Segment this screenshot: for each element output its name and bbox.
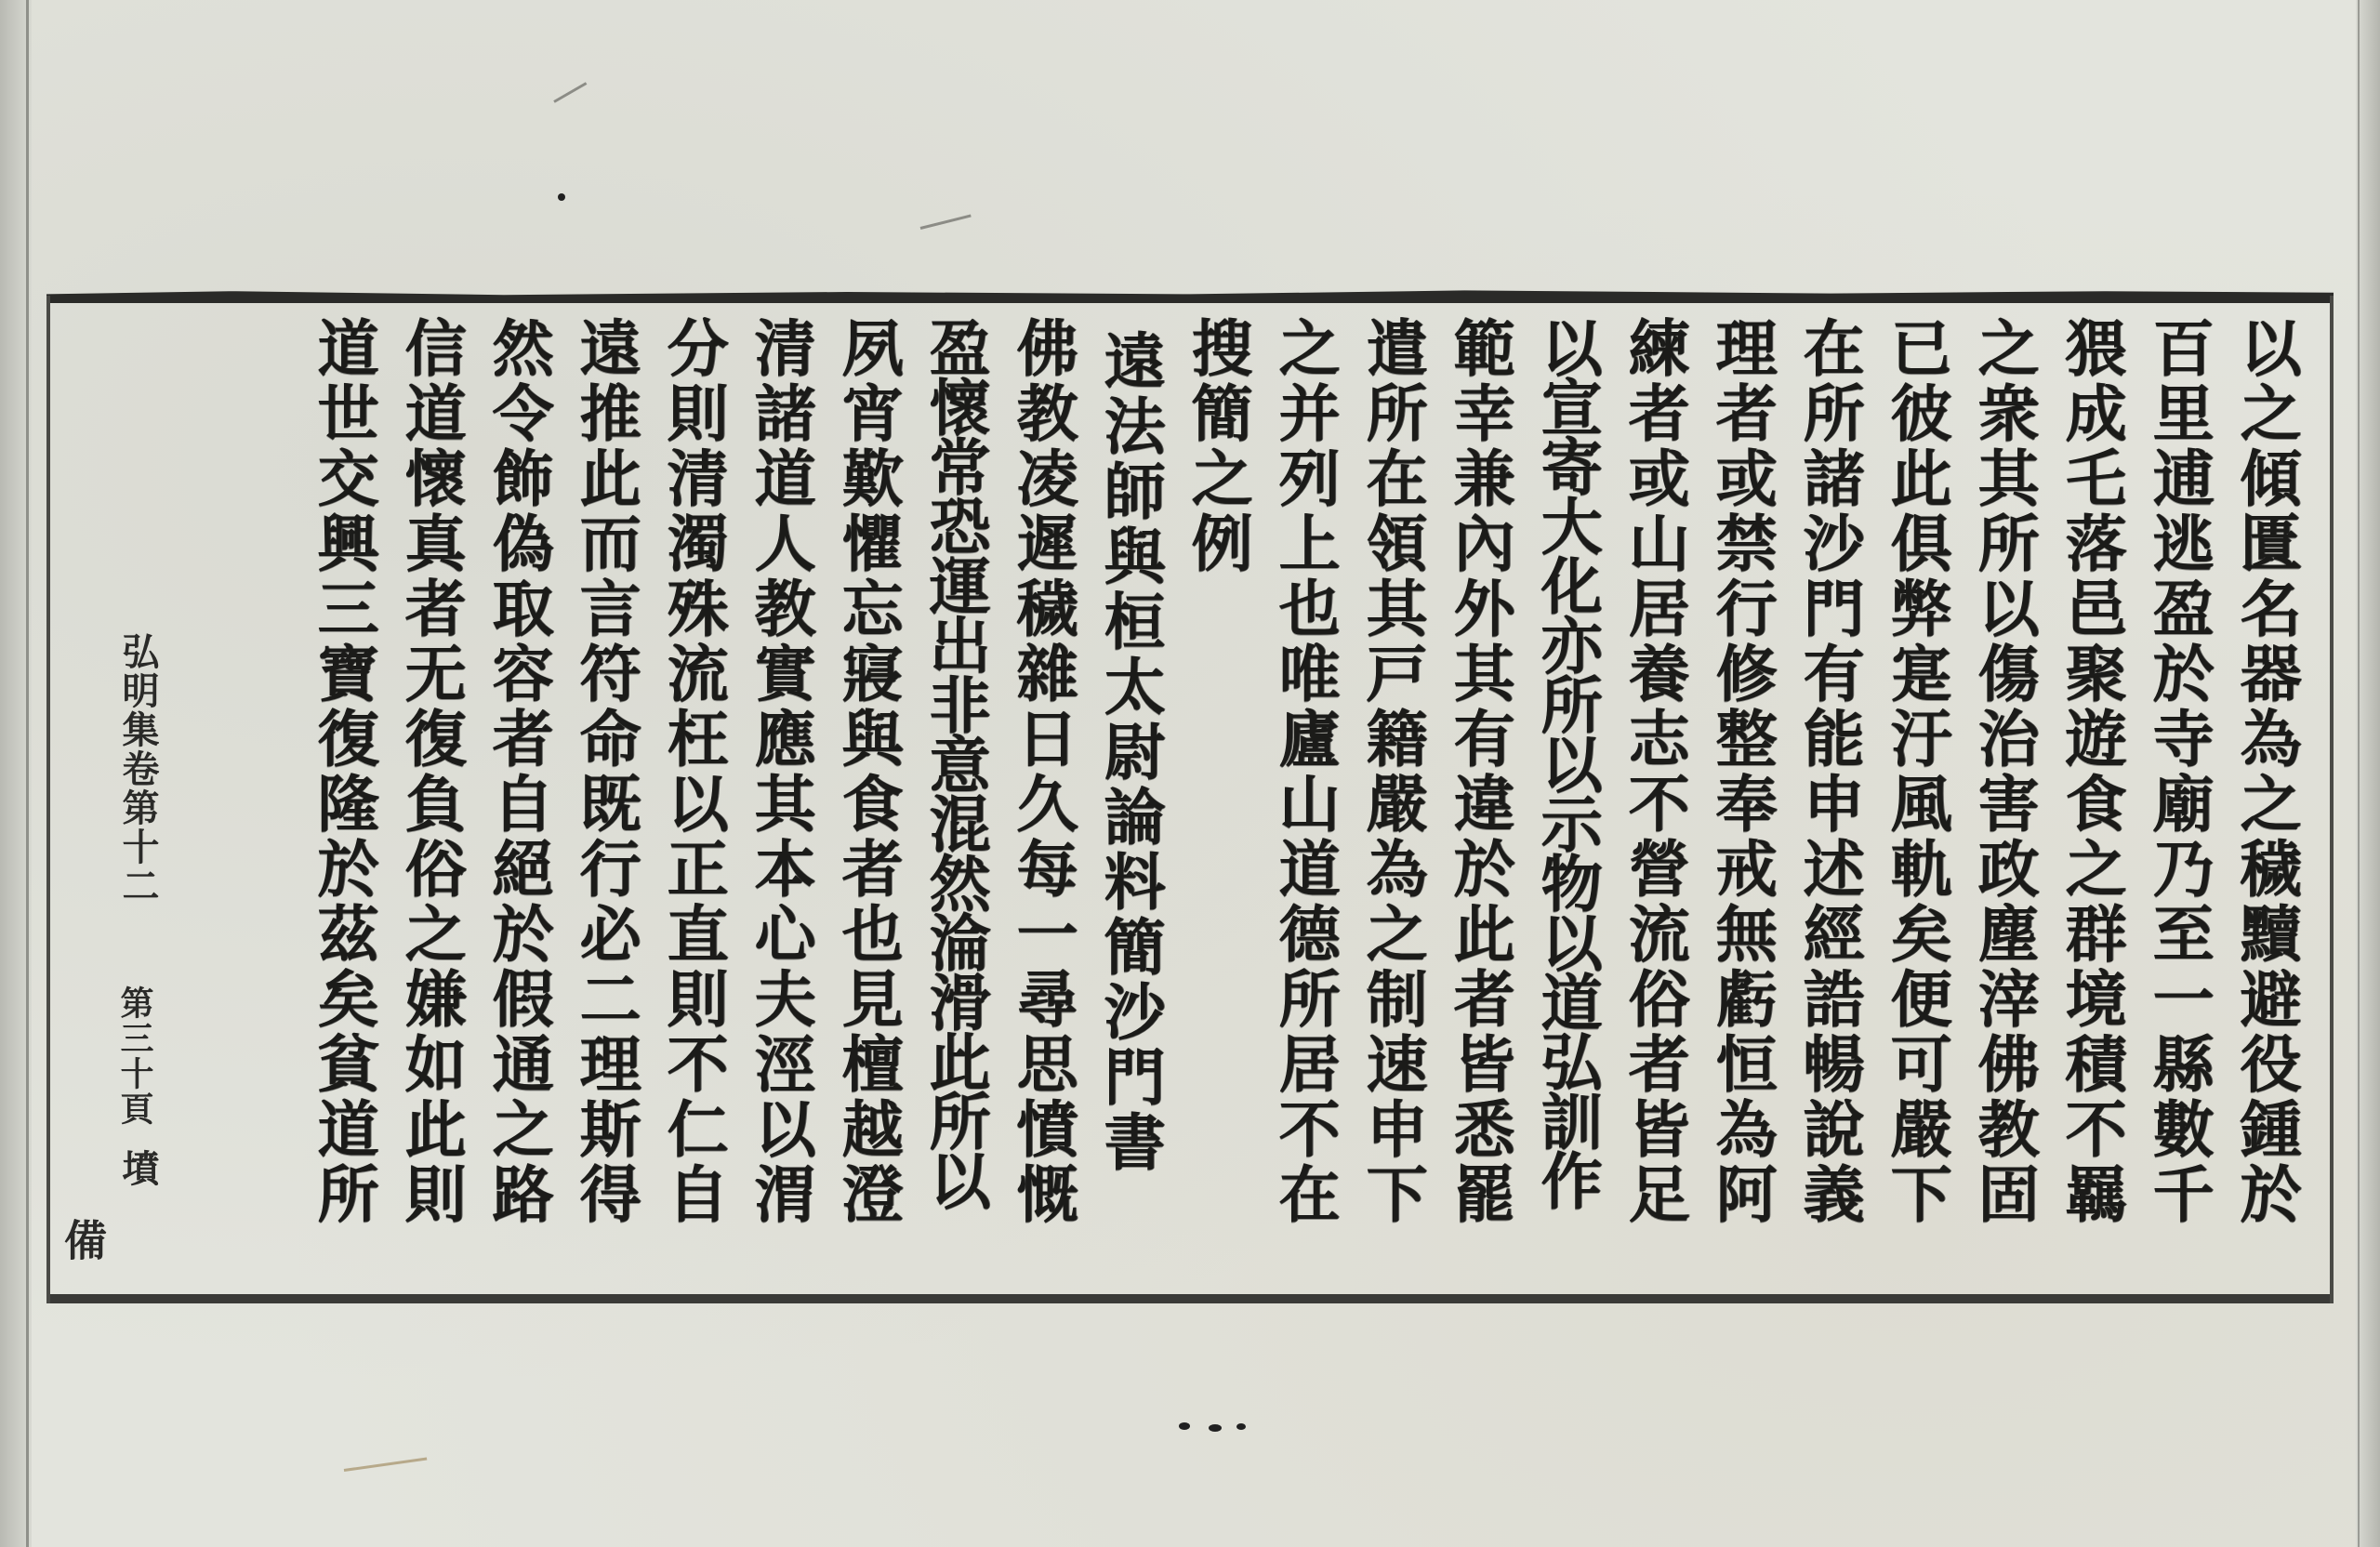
text-column: 猥成乇落邑聚遊食之群境積不羈	[2055, 316, 2127, 1227]
text-column: 之并列上也唯廬山道德所居不在	[1268, 316, 1341, 1227]
text-column: 以宣寄大化亦所以示物以道弘訓作	[1530, 316, 1603, 1209]
margin-mark: 墳	[116, 1149, 160, 1188]
text-column: 練者或山居養志不營流俗者皆足	[1618, 316, 1690, 1227]
ink-spot	[1236, 1423, 1246, 1430]
text-column: 在所諸沙門有能申述經誥暢說義	[1792, 316, 1865, 1227]
text-column: 清諸道人教實應其本心夫涇以渭	[744, 316, 816, 1227]
ink-spot	[1209, 1424, 1222, 1432]
text-column: 遠推此而言符命既行必二理斯得	[569, 316, 641, 1227]
paper-scratch	[344, 1457, 428, 1471]
ink-spot	[1179, 1422, 1190, 1430]
text-column: 分則清濁殊流枉以正直則不仁自	[656, 316, 729, 1227]
text-column: 以之傾匱名器為之穢黷避役鍾於	[2229, 316, 2302, 1227]
text-column: 之衆其所以傷治害政塵滓佛教固	[1967, 316, 2040, 1227]
right-border-rule	[2330, 296, 2334, 1303]
section-heading-column: 遠法師與桓太尉論料簡沙門書	[1093, 329, 1166, 1175]
right-edge-line	[2358, 0, 2360, 1547]
text-column: 理者或禁行修整奉戒無虧恒為阿	[1705, 316, 1778, 1227]
left-border-rule	[46, 296, 50, 1303]
paper-scratch	[920, 214, 972, 229]
top-border-rule	[46, 288, 2334, 303]
margin-mark: 備	[58, 1218, 108, 1263]
text-column: 佛教凌遲穢雜日久每一尋思憤慨	[1006, 316, 1078, 1227]
main-text-block	[167, 316, 2306, 1302]
text-column: 已彼此俱弊寔汙風軌矣便可嚴下	[1880, 316, 1952, 1227]
text-column: 信道懷真者无復負俗之嫌如此則	[394, 316, 467, 1227]
text-column: 百里逋逃盈於寺廟乃至一縣數千	[2142, 316, 2215, 1227]
text-column: 然令飾偽取容者自絕於假通之路	[482, 316, 554, 1227]
margin-book-title: 弘明集卷第十二	[116, 632, 160, 906]
text-column: 夙宵歎懼忘寢與食者也見檀越澄	[831, 316, 904, 1227]
text-column: 搜簡之例	[1181, 316, 1253, 576]
text-column: 遣所在領其戸籍嚴為之制速申下	[1355, 316, 1428, 1227]
text-column: 盈懷常恐運出非意混然淪滑此所以	[919, 316, 991, 1209]
text-column: 範幸兼內外其有違於此者皆悉罷	[1443, 316, 1515, 1227]
margin-page-number: 第三十頁	[115, 985, 154, 1127]
paper-scratch	[553, 82, 587, 103]
text-column: 道世交興三寶復隆於茲矣貧道所	[307, 316, 379, 1227]
ink-spot	[558, 193, 565, 201]
left-edge-line	[26, 0, 29, 1547]
